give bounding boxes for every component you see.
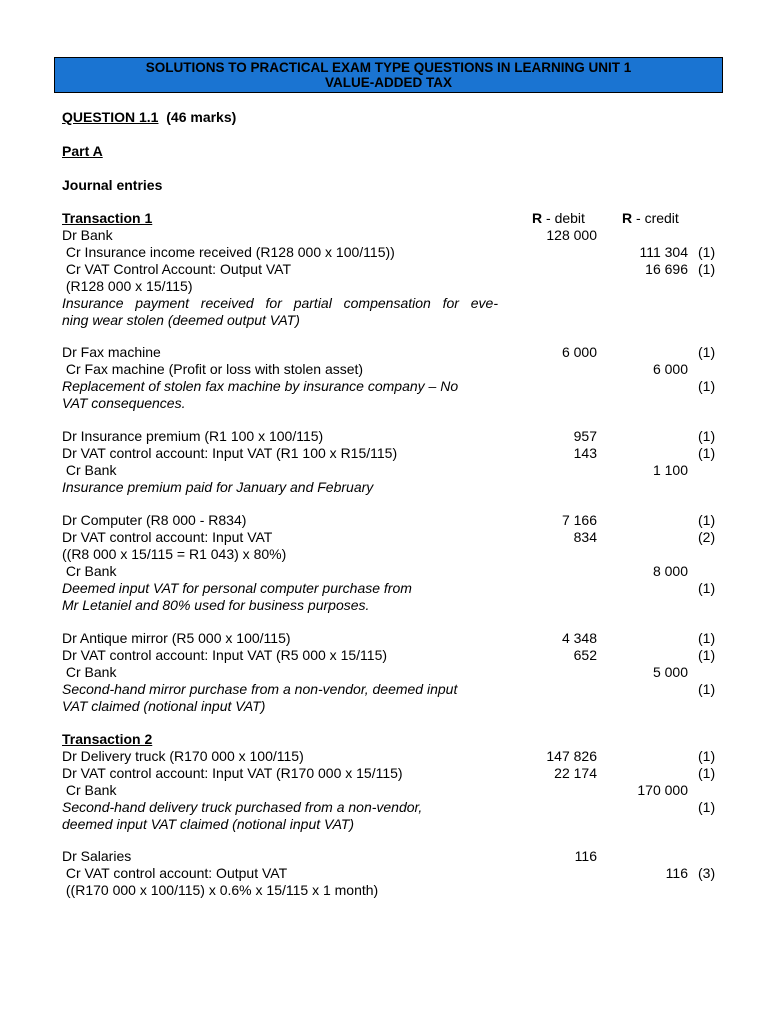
journal-row [0,865,768,882]
credit-amount: 111 304 [639,244,688,260]
entry-description: ((R170 000 x 100/115) x 0.6% x 15/115 x 1 month) [62,882,379,898]
part-heading: Part A [62,143,103,159]
journal-row [0,344,768,361]
entry-description: Cr Bank [62,462,117,478]
journal-row [0,428,768,445]
journal-row [0,647,768,664]
credit-amount: 170 000 [637,782,688,798]
mark-allocation: (1) [698,344,716,360]
debit-amount: 6 000 [561,344,597,360]
entry-description: Dr VAT control account: Input VAT (R5 000 x 15/115) [62,647,388,663]
journal-row [0,799,768,816]
journal-row [0,227,768,244]
credit-amount: 1 100 [652,462,688,478]
entry-description: (R128 000 x 15/115) [62,278,193,294]
debit-amount: 22 174 [554,765,597,781]
journal-row [0,261,768,278]
entry-description: Cr Bank [62,782,117,798]
debit-amount: 143 [573,445,597,461]
entry-description: Dr Delivery truck (R170 000 x 100/115) [62,748,304,764]
entry-description: VAT consequences. [62,395,186,411]
entry-description: Dr Bank [62,227,113,243]
journal-row [0,848,768,865]
journal-row [0,748,768,765]
entry-description: Cr VAT Control Account: Output VAT [62,261,292,277]
debit-column-header: R - debit [532,210,585,226]
journal-row [0,597,768,614]
entry-description: deemed input VAT claimed (notional input VAT) [62,816,355,832]
entry-description: Cr Bank [62,563,117,579]
journal-row [0,512,768,529]
mark-allocation: (2) [698,529,716,545]
mark-allocation: (1) [698,378,716,394]
mark-allocation: (1) [698,244,716,260]
entry-description: Cr Fax machine (Profit or loss with stolen asset) [62,361,364,377]
mark-allocation: (1) [698,748,716,764]
question-heading [62,109,236,126]
credit-column-header: R - credit [622,210,679,226]
title-banner [54,57,723,93]
debit-amount: 957 [573,428,597,444]
entry-description: Dr VAT control account: Input VAT (R170 000 x 15/115) [62,765,403,781]
entry-description: Cr Insurance income received (R128 000 x 100/115)) [62,244,395,260]
entry-description: Dr Fax machine [62,344,161,360]
mark-allocation: (1) [698,681,716,697]
journal-row [0,882,768,899]
mark-allocation: (1) [698,580,716,596]
banner-subtitle: VALUE-ADDED TAX [325,75,452,90]
journal-row [0,782,768,799]
journal-row [0,765,768,782]
mark-allocation: (1) [698,428,716,444]
journal-row [0,278,768,295]
entry-description: Second-hand delivery truck purchased from a non-vendor, [62,799,423,815]
journal-row [0,295,768,312]
column-headers [0,210,768,227]
journal-row [0,698,768,715]
credit-amount: 5 000 [652,664,688,680]
debit-amount: 128 000 [546,227,597,243]
journal-row [0,563,768,580]
journal-row [0,378,768,395]
entry-description: Second-hand mirror purchase from a non-vendor, deemed input [62,681,458,697]
mark-allocation: (1) [698,445,716,461]
debit-amount: 652 [573,647,597,663]
journal-row [0,244,768,261]
entry-description: Replacement of stolen fax machine by insurance company – No [62,378,459,394]
entry-description: Deemed input VAT for personal computer purchase from [62,580,412,596]
entry-description: Cr VAT control account: Output VAT [62,865,288,881]
debit-amount: 834 [573,529,597,545]
banner-title: SOLUTIONS TO PRACTICAL EXAM TYPE QUESTIONS IN LEARNING UNIT 1 [145,60,632,75]
entry-description: Dr Insurance premium (R1 100 x 100/115) [62,428,324,444]
debit-amount: 7 166 [561,512,597,528]
entry-description: Dr VAT control account: Input VAT (R1 100 x R15/115) [62,445,398,461]
journal-row [0,681,768,698]
mark-allocation: (3) [698,865,716,881]
credit-amount: 16 696 [645,261,688,277]
entry-description: Insurance payment received for partial compensation for eve- [62,295,498,311]
entry-description: VAT claimed (notional input VAT) [62,698,266,714]
entry-description: Dr Antique mirror (R5 000 x 100/115) [62,630,291,646]
debit-amount: 147 826 [546,748,597,764]
mark-allocation: (1) [698,630,716,646]
section-heading: Journal entries [62,177,163,193]
mark-allocation: (1) [698,512,716,528]
credit-amount: 6 000 [652,361,688,377]
entry-description: ning wear stolen (deemed output VAT) [62,312,300,328]
entry-description: Cr Bank [62,664,117,680]
journal-row [0,479,768,496]
journal-row [0,529,768,546]
entry-description: Dr VAT control account: Input VAT [62,529,273,545]
credit-amount: 116 [665,865,688,881]
journal-row [0,546,768,563]
entry-description: Dr Salaries [62,848,132,864]
debit-amount: 4 348 [561,630,597,646]
credit-amount: 8 000 [652,563,688,579]
journal-row [0,630,768,647]
mark-allocation: (1) [698,261,716,277]
journal-row [0,580,768,597]
journal-row [0,816,768,833]
mark-allocation: (1) [698,799,716,815]
mark-allocation: (1) [698,765,716,781]
journal-row [0,312,768,329]
debit-amount: 116 [574,848,597,864]
entry-description: ((R8 000 x 15/115 = R1 043) x 80%) [62,546,287,562]
mark-allocation: (1) [698,647,716,663]
journal-row [0,395,768,412]
transaction-1-heading: Transaction 1 [62,210,153,226]
entry-description: Dr Computer (R8 000 - R834) [62,512,247,528]
question-title: QUESTION 1.1 [62,109,159,125]
entry-description: Insurance premium paid for January and February [62,479,374,495]
journal-row [0,445,768,462]
journal-row [0,462,768,479]
journal-row [0,361,768,378]
question-marks: (46 marks) [166,109,237,125]
journal-row [0,664,768,681]
entry-description: Mr Letaniel and 80% used for business purposes. [62,597,370,613]
transaction-2-heading: Transaction 2 [62,731,153,747]
